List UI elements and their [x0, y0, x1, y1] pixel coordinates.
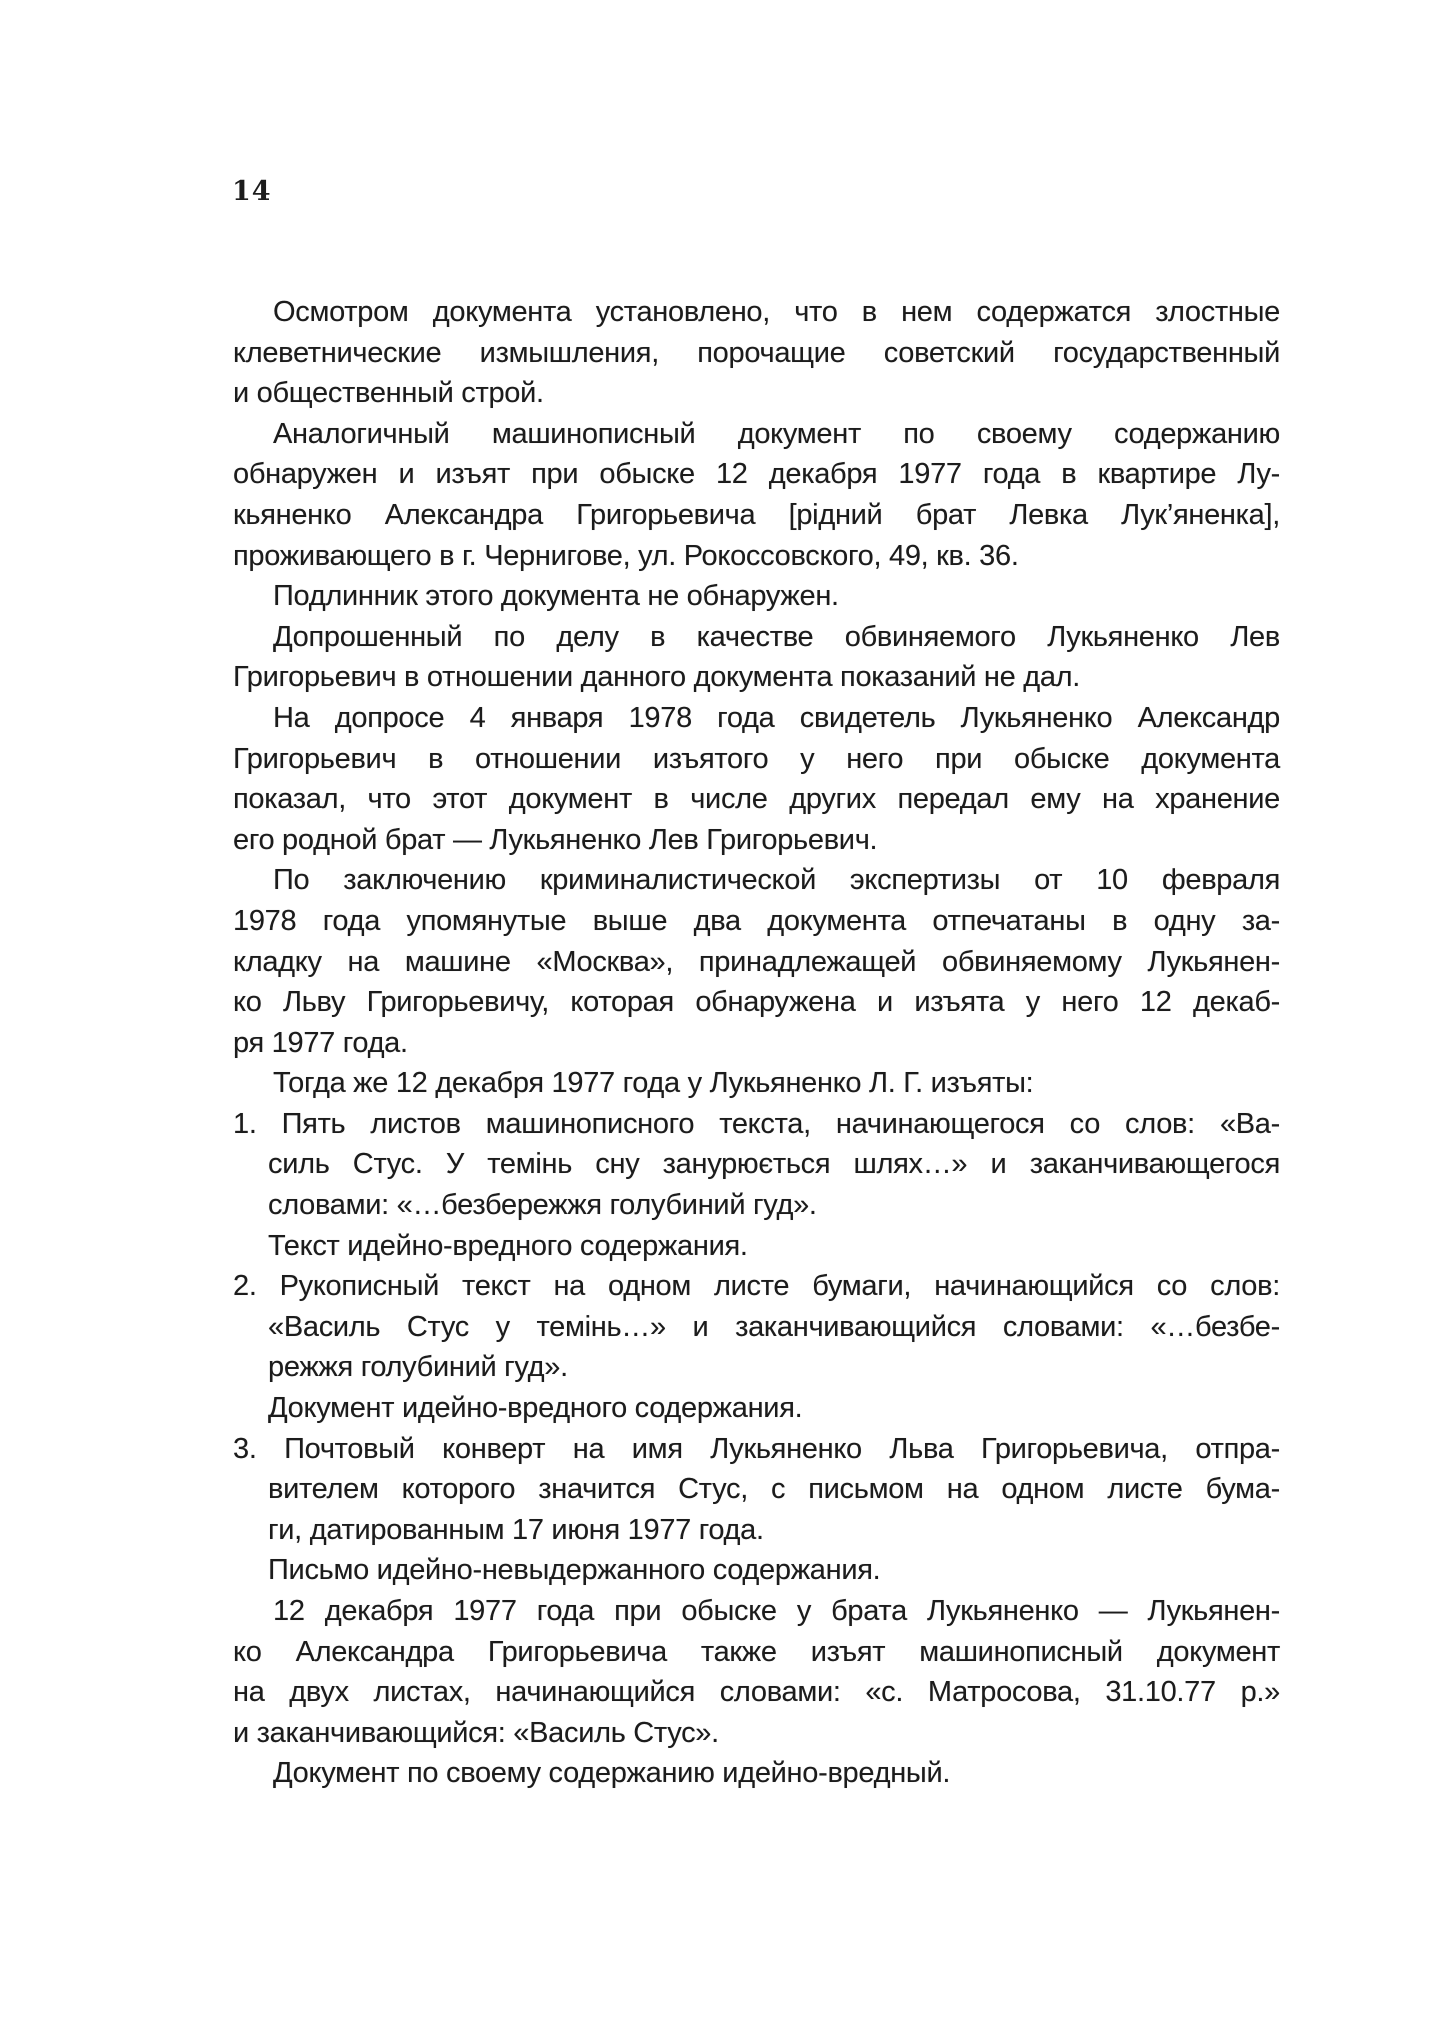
text-line: Текст идейно-вредного содержания. [268, 1229, 748, 1262]
text-line: Осмотром документа установлено, что в нем содержатся злостные [273, 296, 1280, 328]
text-line: «Василь Стус у темінь…» и заканчивающийся словами: «…безбе- [268, 1310, 1280, 1343]
paragraph [233, 414, 1280, 576]
list-item [233, 1266, 1280, 1388]
paragraph [233, 1753, 1280, 1794]
paragraph [233, 292, 1280, 414]
list-item [233, 1104, 1280, 1226]
paragraph [233, 576, 1280, 617]
text-line: кьяненко Александра Григорьевича [рідний брат Левка Лук’яненка], [233, 498, 1280, 531]
text-line: Григорьевич в отношении данного документа показаний не дал. [233, 661, 1081, 694]
text-line: обнаружен и изъят при обыске 12 декабря 1977 года в квартире Лу- [233, 458, 1280, 491]
text-line: его родной брат — Лукьяненко Лев Григорьевич. [233, 823, 878, 856]
list-item-note [233, 1388, 1280, 1429]
text-line: 2. Рукописный текст на одном листе бумаги, начинающийся со слов: [233, 1270, 1280, 1303]
paragraph [233, 1591, 1280, 1753]
text-line: По заключению криминалистической экспертизы от 10 февраля [273, 864, 1280, 897]
text-line: ко Льву Григорьевичу, которая обнаружена и изъята у него 12 декаб- [233, 986, 1280, 1019]
text-line: ги, датированным 17 июня 1977 года. [268, 1513, 764, 1546]
text-line: ря 1977 года. [233, 1026, 408, 1059]
text-line: Письмо идейно-невыдержанного содержания. [268, 1554, 881, 1587]
text-line: Тогда же 12 декабря 1977 года у Лукьяненко Л. Г. изъяты: [273, 1067, 1034, 1100]
text-line: клеветнические измышления, порочащие советский государственный [233, 336, 1280, 369]
paragraph [233, 698, 1280, 860]
text-line: 12 декабря 1977 года при обыске у брата Лукьяненко — Лукьянен- [273, 1595, 1280, 1627]
text-line: вителем которого значится Стус, с письмом на одном листе бума- [268, 1473, 1280, 1506]
paragraph [233, 617, 1280, 698]
text-line: словами: «…безбережжя голубиний гуд». [268, 1189, 817, 1222]
text-line: Аналогичный машинописный документ по своему содержанию [273, 417, 1280, 450]
paragraph [233, 860, 1280, 1063]
text-line: на двух листах, начинающийся словами: «с. Матросова, 31.10.77 р.» [233, 1676, 1280, 1709]
text-line: и общественный строй. [233, 377, 544, 410]
text-line: Григорьевич в отношении изъятого у него при обыске документа [233, 742, 1280, 775]
text-line: силь Стус. У темінь сну занурюється шлях…» и заканчивающегося [268, 1148, 1280, 1181]
text-line: Допрошенный по делу в качестве обвиняемого Лукьяненко Лев [273, 620, 1280, 653]
list-item-note [233, 1226, 1280, 1267]
text-line: На допросе 4 января 1978 года свидетель Лукьяненко Александр [273, 701, 1280, 734]
text-line: Документ по своему содержанию идейно-вредный. [273, 1757, 951, 1790]
list-item-note [233, 1550, 1280, 1591]
paragraph [233, 1063, 1280, 1104]
text-line: проживающего в г. Чернигове, ул. Рокоссовского, 49, кв. 36. [233, 539, 1019, 572]
body-text [233, 292, 1280, 1794]
text-line: показал, что этот документ в числе других передал ему на хранение [233, 783, 1280, 816]
text-line: Документ идейно-вредного содержания. [268, 1392, 803, 1425]
list-item [233, 1429, 1280, 1551]
text-line: кладку на машине «Москва», принадлежащей обвиняемому Лукьянен- [233, 945, 1280, 978]
text-line: режжя голубиний гуд». [268, 1351, 568, 1384]
text-line: ко Александра Григорьевича также изъят машинописный документ [233, 1635, 1280, 1668]
text-line: 1978 года упомянутые выше два документа отпечатаны в одну за- [233, 904, 1280, 937]
text-line: 3. Почтовый конверт на имя Лукьяненко Льва Григорьевича, отпра- [233, 1432, 1280, 1465]
page-number: 14 [232, 176, 272, 207]
text-line: Подлинник этого документа не обнаружен. [273, 580, 839, 613]
text-line: и заканчивающийся: «Василь Стус». [233, 1716, 719, 1749]
text-line: 1. Пять листов машинописного текста, начинающегося со слов: «Ва- [233, 1107, 1280, 1140]
